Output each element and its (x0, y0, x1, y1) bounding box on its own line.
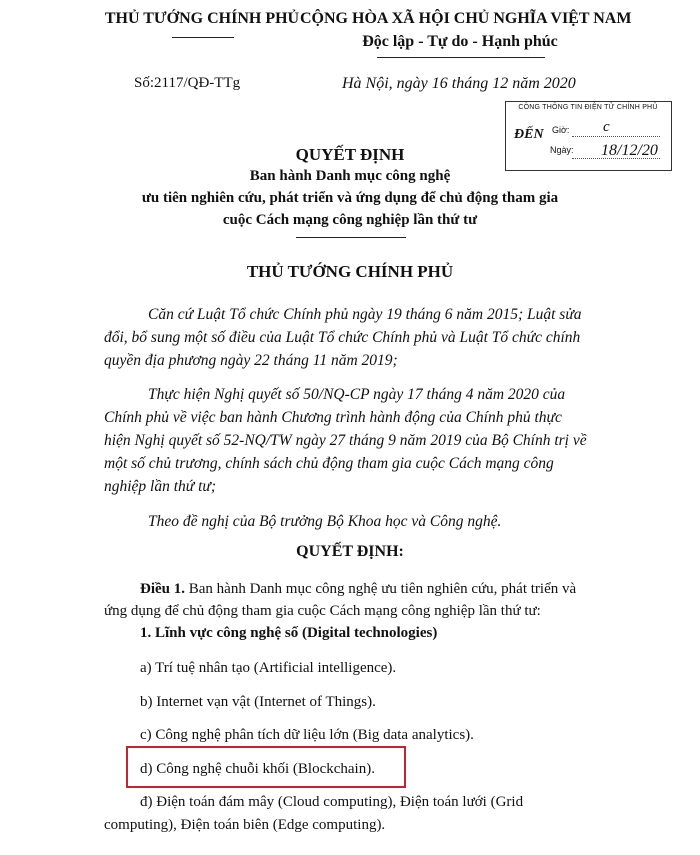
title-line-3: cuộc Cách mạng công nghiệp lần thứ tư (222, 212, 478, 228)
place-date: Hà Nội, ngày 16 tháng 12 năm 2020 (342, 75, 576, 92)
list-item: b) Internet vạn vật (Internet of Things). (140, 694, 376, 710)
list-item: đ) Điện toán đám mây (Cloud computing), Điện toán lưới (Grid (140, 794, 524, 810)
list-item-continuation: computing), Điện toán biên (Edge computing). (104, 817, 386, 833)
title-line-1: Ban hành Danh mục công nghệ (249, 168, 451, 184)
preamble-line: nghiệp lần thứ tư; (104, 478, 217, 495)
article-1-line-2: ứng dụng để chủ động tham gia cuộc Cách mạng công nghiệp lần thứ tư: (104, 603, 541, 619)
motto: Độc lập - Tự do - Hạnh phúc (362, 33, 558, 50)
list-item: a) Trí tuệ nhân tạo (Artificial intelligence). (140, 660, 397, 676)
preamble-line: Căn cứ Luật Tổ chức Chính phủ ngày 19 tháng 6 năm 2015; Luật sửa (148, 306, 582, 323)
stamp-ngay-label: Ngày: (550, 145, 574, 155)
stamp-ngay-value: 18/12/20 (601, 142, 658, 159)
motto-underline (377, 57, 545, 58)
decision-number: Số:2117/QĐ-TTg (134, 75, 241, 91)
preamble-line: Thực hiện Nghị quyết số 50/NQ-CP ngày 17 tháng 4 năm 2020 của (148, 386, 566, 403)
list-item-blockchain: d) Công nghệ chuỗi khối (Blockchain). (140, 761, 375, 777)
stamp-gio-value: c (603, 119, 610, 135)
preamble-line: Theo đề nghị của Bộ trưởng Bộ Khoa học và Công nghệ. (148, 513, 502, 530)
decides-heading: QUYẾT ĐỊNH: (296, 543, 404, 560)
stamp-title: CÔNG THÔNG TIN ĐIỆN TỬ CHÍNH PHỦ (518, 104, 658, 111)
list-item: c) Công nghệ phân tích dữ liệu lớn (Big data analytics). (140, 727, 474, 743)
issuer-heading: THỦ TƯỚNG CHÍNH PHỦ (104, 10, 300, 27)
section-1-heading: 1. Lĩnh vực công nghệ số (Digital technologies) (140, 625, 438, 641)
country-heading: CỘNG HÒA XÃ HỘI CHỦ NGHĨA VIỆT NAM (300, 10, 632, 27)
preamble-line: Chính phủ về việc ban hành Chương trình hành động của Chính phủ thực (104, 409, 562, 426)
preamble-line: một số chủ trương, chính sách chủ động tham gia cuộc Cách mạng công (104, 455, 554, 472)
title-line-2: ưu tiên nghiên cứu, phát triển và ứng dụng để chủ động tham gia (141, 190, 559, 206)
preamble-line: đổi, bổ sung một số điều của Luật Tổ chức Chính phủ và Luật Tổ chức chính (104, 329, 581, 346)
article-1-text: Ban hành Danh mục công nghệ ưu tiên nghiên cứu, phát triển và (185, 581, 577, 597)
stamp-gio-label: Giờ: (552, 125, 570, 135)
preamble-line: quyền địa phương ngày 22 tháng 11 năm 2019; (104, 352, 398, 369)
stamp-den-label: ĐẾN (514, 127, 544, 142)
decision-heading: QUYẾT ĐỊNH (295, 145, 405, 164)
article-1-line-1 (140, 581, 576, 598)
stamp-dotted-line (572, 136, 660, 137)
issuer-underline (172, 37, 234, 38)
authority-heading: THỦ TƯỚNG CHÍNH PHỦ (246, 262, 454, 281)
preamble-line: hiện Nghị quyết số 52-NQ/TW ngày 27 tháng 9 năm 2019 của Bộ Chính trị về (104, 432, 587, 449)
blockchain-highlight-box (126, 746, 406, 788)
article-1-label: Điều 1. (140, 581, 185, 597)
title-underline (296, 237, 406, 238)
